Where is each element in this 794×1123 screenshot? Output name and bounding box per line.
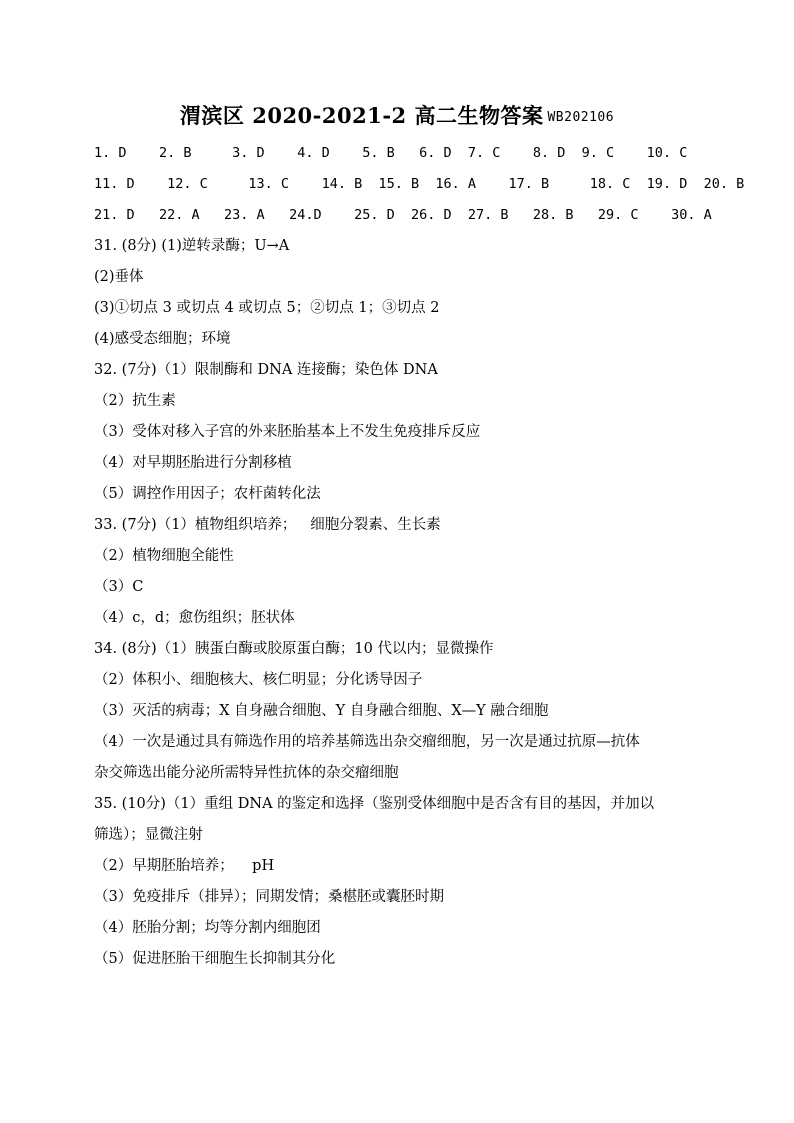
- answer-line-q32: 32. (7分)（1）限制酶和 DNA 连接酶；染色体 DNA: [94, 362, 438, 378]
- answer-line-q33-3: （3）C: [94, 579, 144, 595]
- answer-line-q33-4: （4）c，d；愈伤组织；胚状体: [94, 610, 295, 626]
- answer-line-q31: 31. (8分) (1)逆转录酶；U→A: [94, 238, 290, 254]
- answer-line-mc-1: 1. D 2. B 3. D 4. D 5. B 6. D 7. C 8. D 9. C 10. C: [94, 145, 688, 161]
- answer-line-q32-2: （2）抗生素: [94, 393, 176, 409]
- answer-line-q34-4: （4）一次是通过具有筛选作用的培养基筛选出杂交瘤细胞，另一次是通过抗原—抗体: [94, 734, 640, 750]
- answer-line-q32-3: （3）受体对移入子宫的外来胚胎基本上不发生免疫排斥反应: [94, 424, 481, 440]
- title-main: 渭滨区 2020-2021-2 高二生物答案: [179, 103, 544, 128]
- answer-line-q32-5: （5）调控作用因子；农杆菌转化法: [94, 486, 321, 502]
- answer-line-q35-4: （4）胚胎分割；均等分割内细胞团: [94, 920, 321, 936]
- answer-line-q34: 34. (8分)（1）胰蛋白酶或胶原蛋白酶；10 代以内；显微操作: [94, 641, 494, 657]
- answer-line-q31-2: (2)垂体: [94, 269, 144, 285]
- answer-line-q34-2: （2）体积小、细胞核大、核仁明显；分化诱导因子: [94, 672, 423, 688]
- answer-line-q32-4: （4）对早期胚胎进行分割移植: [94, 455, 292, 471]
- answer-line-q35: 35. (10分)（1）重组 DNA 的鉴定和选择（鉴别受体细胞中是否含有目的基因，并加以: [94, 796, 655, 812]
- answer-line-mc-2: 11. D 12. C 13. C 14. B 15. B 16. A 17. B 18. C 19. D 20. B: [94, 176, 745, 192]
- answer-line-q31-3: (3)①切点 3 或切点 4 或切点 5；②切点 1；③切点 2: [94, 300, 440, 316]
- answer-line-q33-2: （2）植物细胞全能性: [94, 548, 234, 564]
- answer-line-q35-cont: 筛选）；显微注射: [94, 827, 203, 843]
- answer-line-q34-4-cont: 杂交筛选出能分泌所需特异性抗体的杂交瘤细胞: [94, 765, 399, 781]
- answer-line-q34-3: （3）灭活的病毒；X 自身融合细胞、Y 自身融合细胞、X—Y 融合细胞: [94, 703, 549, 719]
- title-code: WB202106: [547, 110, 615, 125]
- answer-line-q35-5: （5）促进胚胎干细胞生长抑制其分化: [94, 951, 336, 967]
- answer-line-q33: 33. (7分)（1）植物组织培养； 细胞分裂素、生长素: [94, 517, 441, 533]
- answer-line-q35-3: （3）免疫排斥（排异）；同期发情；桑椹胚或囊胚时期: [94, 889, 444, 905]
- answer-line-q35-2: （2）早期胚胎培养； pH: [94, 858, 275, 874]
- page-title: [0, 100, 794, 130]
- answer-line-q31-4: (4)感受态细胞；环境: [94, 331, 231, 347]
- answer-line-mc-3: 21. D 22. A 23. A 24.D 25. D 26. D 27. B 28. B 29. C 30. A: [94, 207, 712, 223]
